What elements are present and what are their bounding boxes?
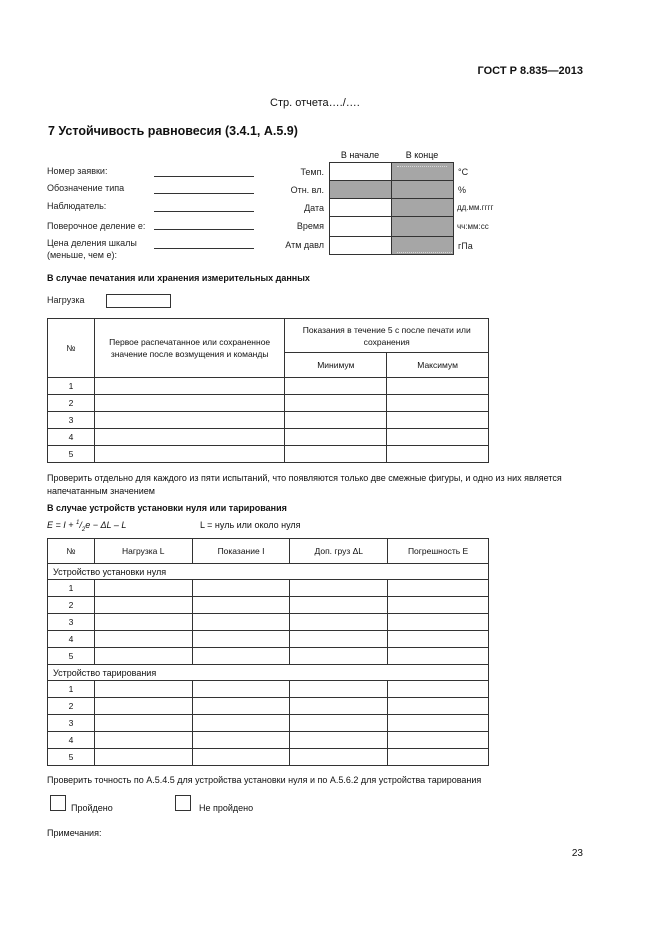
- formula: $E = I + ^1/_2e - \Delta L - L$: [47, 520, 127, 533]
- zt-cell[interactable]: [94, 715, 192, 732]
- print-max-cell[interactable]: [387, 395, 489, 412]
- zt-cell[interactable]: [192, 597, 290, 614]
- row-number: 5: [48, 648, 95, 665]
- zt-cell[interactable]: [388, 614, 489, 631]
- zt-cell[interactable]: [290, 648, 388, 665]
- row-number: 1: [48, 580, 95, 597]
- cond-label-time: Время: [296, 221, 324, 231]
- col-start-header: В начале: [340, 150, 380, 160]
- table-row: [48, 631, 489, 648]
- field-scale-division-label: Цена деления шкалы: [47, 238, 137, 248]
- table-row: [48, 749, 489, 766]
- zt-cell[interactable]: [192, 698, 290, 715]
- zt-cell[interactable]: [388, 749, 489, 766]
- zt-cell[interactable]: [94, 597, 192, 614]
- tare-device-group: Устройство тарирования: [48, 665, 489, 681]
- zt-cell[interactable]: [94, 631, 192, 648]
- zt-cell[interactable]: [94, 749, 192, 766]
- table-row: [48, 614, 489, 631]
- zt-cell[interactable]: [290, 580, 388, 597]
- zt-cell[interactable]: [388, 732, 489, 749]
- zt-cell[interactable]: [290, 698, 388, 715]
- cond-temp-start[interactable]: [329, 162, 392, 181]
- zt-cell[interactable]: [388, 631, 489, 648]
- cond-humidity-start[interactable]: [329, 180, 392, 199]
- standard-number: ГОСТ Р 8.835—2013: [477, 65, 583, 77]
- row-number: 4: [48, 631, 95, 648]
- zero-device-group: Устройство установки нуля: [48, 564, 489, 580]
- decor-dots: [397, 166, 447, 167]
- print-note: Проверить отдельно для каждого из пяти испытаний, что появляются только две смежные фигуры, и одно из них является напечатанным значением: [47, 473, 562, 496]
- table-row: [48, 429, 489, 446]
- cond-label-humidity: Отн. вл.: [290, 185, 324, 195]
- accuracy-check-text: Проверить точность по А.5.4.5 для устройства установки нуля и по А.5.6.2 для устройства тарирования: [47, 775, 482, 785]
- print-min-cell[interactable]: [285, 446, 387, 463]
- page-number: 23: [571, 848, 583, 859]
- field-type-label: Обозначение типа: [47, 183, 125, 193]
- cond-time-end[interactable]: [391, 216, 454, 237]
- zt-cell[interactable]: [388, 681, 489, 698]
- table-row: [48, 681, 489, 698]
- cond-unit-time: чч:мм:сс: [457, 222, 489, 231]
- field-observer-label: Наблюдатель:: [47, 201, 107, 211]
- load-input[interactable]: [106, 294, 171, 308]
- row-number: 1: [48, 378, 95, 395]
- formula-sub: 2: [81, 526, 86, 533]
- table-row: [48, 732, 489, 749]
- row-number: 2: [48, 698, 95, 715]
- passed-label: Пройдено: [71, 803, 113, 813]
- row-number: 2: [48, 395, 95, 412]
- zt-col-error-header: Погрешность E: [388, 539, 489, 564]
- zt-cell[interactable]: [192, 614, 290, 631]
- table-row: [48, 378, 489, 395]
- cond-date-start[interactable]: [329, 198, 392, 217]
- formula-part: E = I +: [47, 520, 77, 530]
- row-number: 4: [48, 429, 95, 446]
- cond-unit-temp: °С: [458, 167, 469, 177]
- table-row: [48, 648, 489, 665]
- print-data-table: [47, 318, 489, 463]
- print-first-cell[interactable]: [94, 429, 285, 446]
- print-max-cell[interactable]: [387, 378, 489, 395]
- table-row: [48, 597, 489, 614]
- failed-label: Не пройдено: [199, 803, 254, 813]
- field-scale-division-line[interactable]: [154, 248, 254, 249]
- cond-temp-end[interactable]: [391, 162, 454, 181]
- field-verification-division-label: Поверочное деление е:: [47, 221, 146, 231]
- zt-cell[interactable]: [94, 732, 192, 749]
- zt-cell[interactable]: [290, 597, 388, 614]
- zt-cell[interactable]: [388, 698, 489, 715]
- print-max-cell[interactable]: [387, 446, 489, 463]
- field-scale-division-note: (меньше, чем е):: [47, 250, 117, 260]
- row-number: 5: [48, 446, 95, 463]
- zt-cell[interactable]: [192, 681, 290, 698]
- zt-cell[interactable]: [94, 681, 192, 698]
- decor-dots: [397, 252, 452, 253]
- zt-cell[interactable]: [192, 749, 290, 766]
- print-max-cell[interactable]: [387, 429, 489, 446]
- table-row: [48, 412, 489, 429]
- cond-unit-humidity: %: [458, 185, 467, 195]
- row-number: 3: [48, 614, 95, 631]
- zt-cell[interactable]: [290, 614, 388, 631]
- zt-cell[interactable]: [388, 715, 489, 732]
- formula-part: e − ΔL – L: [85, 520, 127, 530]
- passed-checkbox[interactable]: [50, 795, 66, 811]
- cond-label-pressure: Атм давл: [285, 240, 324, 250]
- zt-cell[interactable]: [94, 614, 192, 631]
- print-col-first-header: Первое распечатанное или сохраненное значение после возмущения и команды: [94, 319, 285, 378]
- zt-cell[interactable]: [192, 580, 290, 597]
- print-section-heading: В случае печатания или хранения измерительных данных: [47, 273, 310, 283]
- zt-cell[interactable]: [192, 732, 290, 749]
- table-row: [48, 715, 489, 732]
- row-number: 3: [48, 412, 95, 429]
- print-first-cell[interactable]: [94, 412, 285, 429]
- print-min-cell[interactable]: [285, 378, 387, 395]
- zt-cell[interactable]: [290, 715, 388, 732]
- zt-cell[interactable]: [388, 580, 489, 597]
- zt-cell[interactable]: [94, 580, 192, 597]
- print-min-cell[interactable]: [285, 429, 387, 446]
- field-request-number-line[interactable]: [154, 176, 254, 177]
- zt-cell[interactable]: [192, 715, 290, 732]
- zt-cell[interactable]: [290, 631, 388, 648]
- table-row: [48, 446, 489, 463]
- cond-unit-date: дд.мм.гггг: [457, 203, 494, 212]
- zero-section-heading: В случае устройств установки нуля или тарирования: [47, 503, 287, 513]
- zt-cell[interactable]: [388, 648, 489, 665]
- cond-pressure-start[interactable]: [329, 236, 392, 255]
- field-type-line[interactable]: [154, 193, 254, 194]
- print-col-no-header: №: [48, 319, 95, 378]
- row-number: 1: [48, 681, 95, 698]
- section-title: 7 Устойчивость равновесия (3.4.1, А.5.9): [48, 124, 298, 138]
- row-number: 4: [48, 732, 95, 749]
- table-row: [48, 580, 489, 597]
- print-first-cell[interactable]: [94, 378, 285, 395]
- print-max-cell[interactable]: [387, 412, 489, 429]
- zt-cell[interactable]: [192, 631, 290, 648]
- zt-cell[interactable]: [94, 648, 192, 665]
- zt-cell[interactable]: [388, 597, 489, 614]
- cond-humidity-end[interactable]: [391, 180, 454, 199]
- print-col-min-header: Минимум: [285, 353, 387, 378]
- zt-cell[interactable]: [290, 732, 388, 749]
- formula-sup: 1: [76, 520, 80, 526]
- zt-col-extra-load-header: Доп. груз ΔL: [290, 539, 388, 564]
- formula-note: L = нуль или около нуля: [200, 520, 301, 530]
- field-observer-line[interactable]: [154, 211, 254, 212]
- failed-checkbox[interactable]: [175, 795, 191, 811]
- zero-tare-table: [47, 538, 489, 766]
- report-page: Стр. отчета…./….: [270, 97, 360, 109]
- cond-unit-pressure: гПа: [458, 241, 473, 251]
- load-label: Нагрузка: [47, 295, 85, 305]
- row-number: 5: [48, 749, 95, 766]
- cond-label-date: Дата: [304, 203, 324, 213]
- col-end-header: В конце: [405, 150, 439, 160]
- zt-cell[interactable]: [94, 698, 192, 715]
- field-verification-division-line[interactable]: [154, 229, 254, 230]
- zt-col-indication-header: Показание I: [192, 539, 290, 564]
- row-number: 2: [48, 597, 95, 614]
- print-first-cell[interactable]: [94, 446, 285, 463]
- zt-cell[interactable]: [290, 749, 388, 766]
- print-min-cell[interactable]: [285, 412, 387, 429]
- zt-col-no-header: №: [48, 539, 95, 564]
- zt-cell[interactable]: [192, 648, 290, 665]
- zt-cell[interactable]: [290, 681, 388, 698]
- table-row: [48, 698, 489, 715]
- cond-time-start[interactable]: [329, 216, 392, 237]
- print-col-readings-header: Показания в течение 5 с после печати или сохранения: [285, 319, 489, 353]
- print-min-cell[interactable]: [285, 395, 387, 412]
- print-col-max-header: Максимум: [387, 353, 489, 378]
- field-request-number-label: Номер заявки:: [47, 166, 108, 176]
- table-row: [48, 395, 489, 412]
- cond-label-temp: Темп.: [300, 167, 324, 177]
- zt-col-load-header: Нагрузка L: [94, 539, 192, 564]
- cond-date-end[interactable]: [391, 198, 454, 217]
- print-first-cell[interactable]: [94, 395, 285, 412]
- row-number: 3: [48, 715, 95, 732]
- notes-label: Примечания:: [47, 828, 102, 838]
